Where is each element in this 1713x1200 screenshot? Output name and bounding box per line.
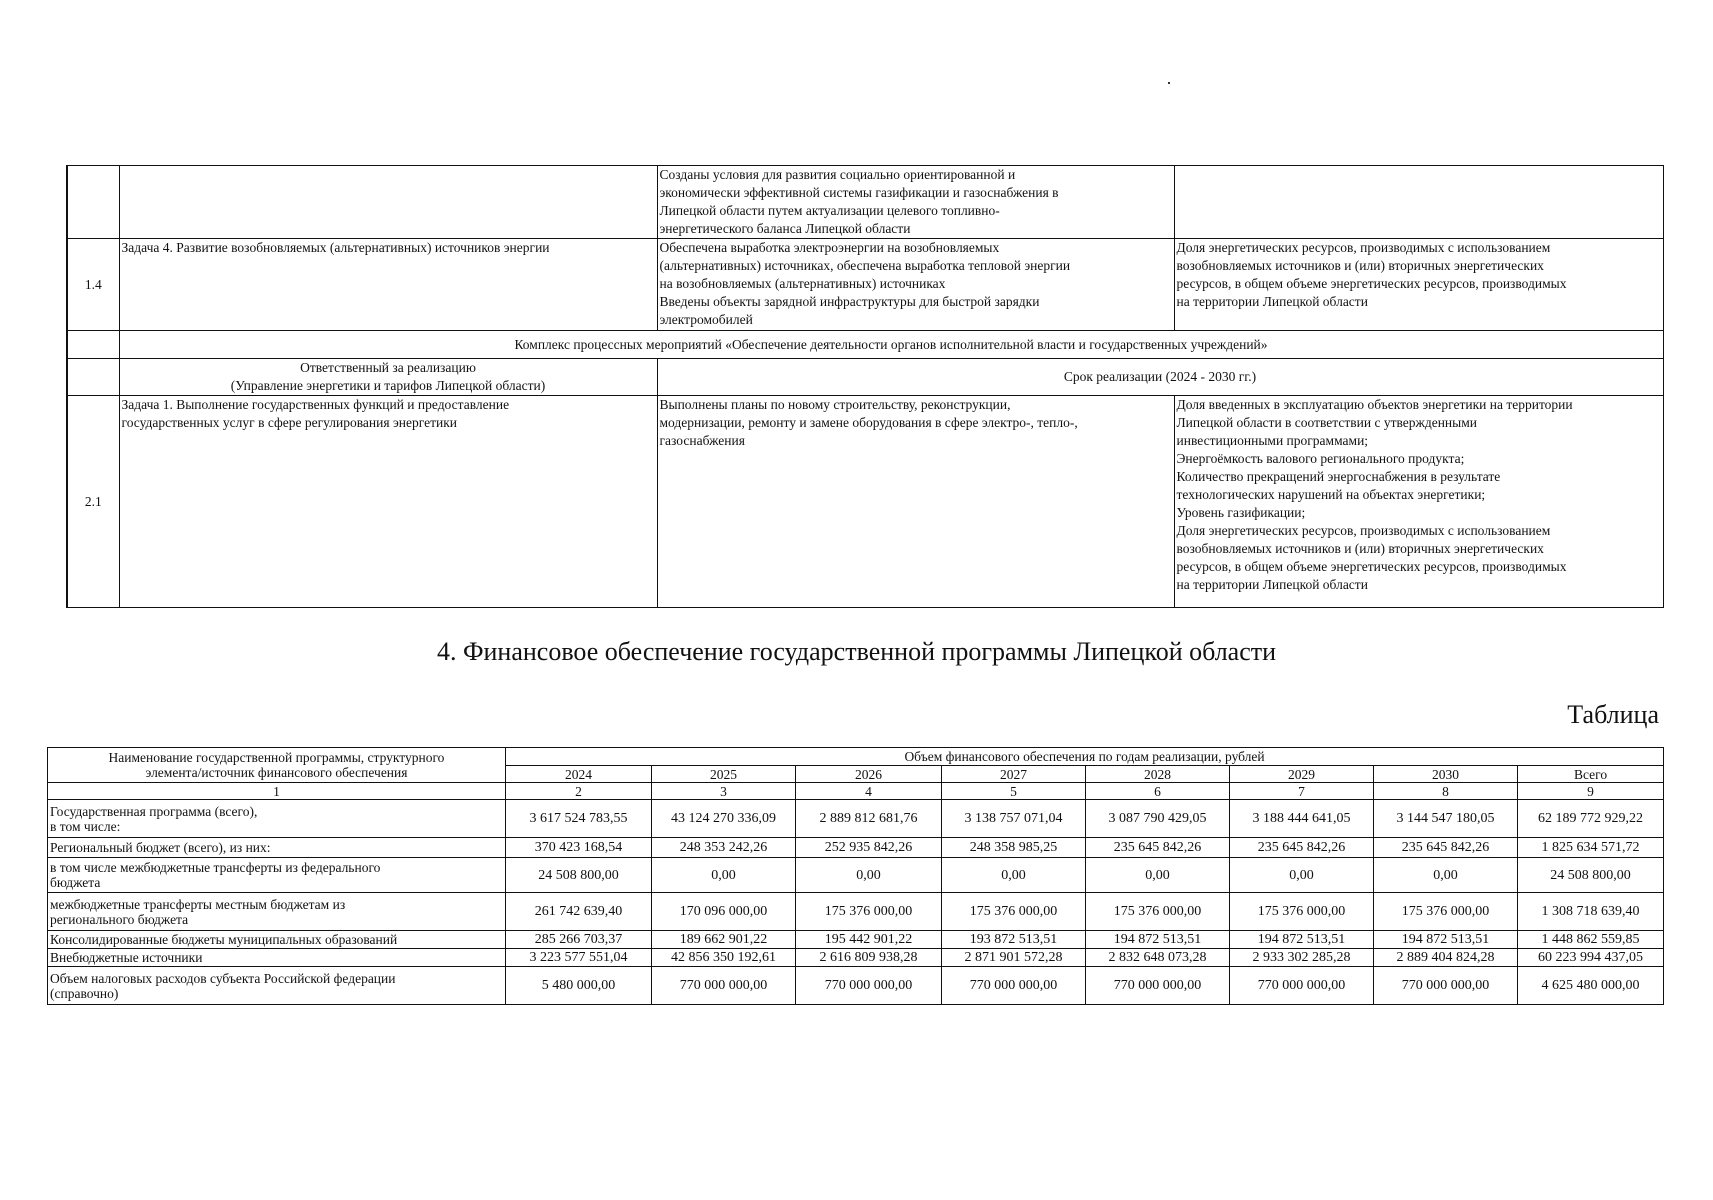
table-row <box>48 858 1664 893</box>
column-number: 3 <box>652 783 796 800</box>
value-cell: 3 144 547 180,05 <box>1374 800 1518 838</box>
table-row <box>48 949 1664 967</box>
row-number-cell <box>67 331 119 359</box>
result-cell: Созданы условия для развития социально ориентированной и экономически эффективной системы газификации и газоснабжения в Липецкой области путем актуализации целевого топливно- энергетического баланса Липецкой области <box>657 166 1174 239</box>
value-cell: 770 000 000,00 <box>652 967 796 1005</box>
period-cell: Срок реализации (2024 - 2030 гг.) <box>657 359 1663 396</box>
indicator-cell <box>1174 166 1663 239</box>
value-cell: 770 000 000,00 <box>942 967 1086 1005</box>
row-number-cell <box>67 166 119 239</box>
table-row <box>48 893 1664 931</box>
table-row-2-1 <box>67 396 1663 608</box>
value-cell: 24 508 800,00 <box>506 858 652 893</box>
table-row-continuation <box>67 166 1663 239</box>
task-cell: Задача 4. Развитие возобновляемых (альтернативных) источников энергии <box>119 239 657 331</box>
value-cell: 770 000 000,00 <box>1086 967 1230 1005</box>
volume-header: Объем финансового обеспечения по годам реализации, рублей <box>506 748 1664 766</box>
value-cell: 189 662 901,22 <box>652 931 796 949</box>
task-cell: Задача 1. Выполнение государственных функций и предоставление государственных услуг в сфере регулирования энергетики <box>119 396 657 608</box>
finance-body <box>48 800 1664 1005</box>
total-value-cell: 1 448 862 559,85 <box>1518 931 1664 949</box>
column-number: 8 <box>1374 783 1518 800</box>
table-row <box>48 931 1664 949</box>
column-numbers-row <box>48 783 1664 800</box>
value-cell: 175 376 000,00 <box>796 893 942 931</box>
row-number: 2.1 <box>67 396 119 608</box>
column-number: 2 <box>506 783 652 800</box>
value-cell: 175 376 000,00 <box>1230 893 1374 931</box>
value-cell: 285 266 703,37 <box>506 931 652 949</box>
value-cell: 3 138 757 071,04 <box>942 800 1086 838</box>
column-number: 6 <box>1086 783 1230 800</box>
result-cell: Выполнены планы по новому строительству, реконструкции, модернизации, ремонту и замене оборудования в сфере электро-, тепло-, газоснабжения <box>657 396 1174 608</box>
result-cell: Обеспечена выработка электроэнергии на возобновляемых (альтернативных) источниках, обеспечена выработка тепловой энергии на возобновляемых (альтернативных) источниках Введены объекты зарядной инфраструктуры для быстрой зарядки электромобилей <box>657 239 1174 331</box>
table-label: Таблица <box>1567 700 1659 729</box>
value-cell: 248 353 242,26 <box>652 838 796 858</box>
row-label: в том числе межбюджетные трансферты из федерального бюджета <box>48 858 506 893</box>
total-value-cell: 62 189 772 929,22 <box>1518 800 1664 838</box>
year-header: 2028 <box>1086 766 1230 783</box>
value-cell: 3 087 790 429,05 <box>1086 800 1230 838</box>
year-header: 2025 <box>652 766 796 783</box>
value-cell: 770 000 000,00 <box>796 967 942 1005</box>
responsible-row <box>67 359 1663 396</box>
total-value-cell: 4 625 480 000,00 <box>1518 967 1664 1005</box>
value-cell: 175 376 000,00 <box>1374 893 1518 931</box>
value-cell: 175 376 000,00 <box>942 893 1086 931</box>
row-label: Региональный бюджет (всего), из них: <box>48 838 506 858</box>
value-cell: 2 933 302 285,28 <box>1230 949 1374 967</box>
value-cell: 194 872 513,51 <box>1374 931 1518 949</box>
total-value-cell: 1 308 718 639,40 <box>1518 893 1664 931</box>
value-cell: 0,00 <box>1086 858 1230 893</box>
table-row <box>48 800 1664 838</box>
value-cell: 2 616 809 938,28 <box>796 949 942 967</box>
column-number: 5 <box>942 783 1086 800</box>
value-cell: 43 124 270 336,09 <box>652 800 796 838</box>
finance-table <box>47 747 1664 1005</box>
value-cell: 193 872 513,51 <box>942 931 1086 949</box>
name-header: Наименование государственной программы, структурного элемента/источник финансового обеспечения <box>48 748 506 783</box>
value-cell: 3 223 577 551,04 <box>506 949 652 967</box>
total-value-cell: 60 223 994 437,05 <box>1518 949 1664 967</box>
complex-title-row <box>67 331 1663 359</box>
value-cell: 195 442 901,22 <box>796 931 942 949</box>
value-cell: 175 376 000,00 <box>1086 893 1230 931</box>
task-cell <box>119 166 657 239</box>
value-cell: 2 889 404 824,28 <box>1374 949 1518 967</box>
column-number: 9 <box>1518 783 1664 800</box>
value-cell: 2 832 648 073,28 <box>1086 949 1230 967</box>
row-number: 1.4 <box>67 239 119 331</box>
value-cell: 252 935 842,26 <box>796 838 942 858</box>
row-label: Консолидированные бюджеты муниципальных образований <box>48 931 506 949</box>
year-header: 2027 <box>942 766 1086 783</box>
total-value-cell: 1 825 634 571,72 <box>1518 838 1664 858</box>
value-cell: 235 645 842,26 <box>1374 838 1518 858</box>
value-cell: 194 872 513,51 <box>1230 931 1374 949</box>
value-cell: 235 645 842,26 <box>1086 838 1230 858</box>
column-number: 4 <box>796 783 942 800</box>
responsible-cell: Ответственный за реализацию (Управление энергетики и тарифов Липецкой области) <box>119 359 657 396</box>
year-header: 2030 <box>1374 766 1518 783</box>
total-value-cell: 24 508 800,00 <box>1518 858 1664 893</box>
activities-table <box>66 165 1664 608</box>
value-cell: 0,00 <box>796 858 942 893</box>
value-cell: 3 617 524 783,55 <box>506 800 652 838</box>
table-row <box>48 967 1664 1005</box>
value-cell: 0,00 <box>1230 858 1374 893</box>
value-cell: 235 645 842,26 <box>1230 838 1374 858</box>
value-cell: 2 889 812 681,76 <box>796 800 942 838</box>
value-cell: 2 871 901 572,28 <box>942 949 1086 967</box>
value-cell: 770 000 000,00 <box>1230 967 1374 1005</box>
indicator-cell: Доля введенных в эксплуатацию объектов энергетики на территории Липецкой области в соответствии с утвержденными инвестиционными программами; Энергоёмкость валового регионального продукта; Количество прекращений энергоснабжения в результате технологических нарушений на объектах энергетики; Уровень газификации; Доля энергетических ресурсов, производимых с использованием возобновляемых источников и (или) вторичных энергетических ресурсов, в общем объеме энергетических ресурсов, производимых на территории Липецкой области <box>1174 396 1663 608</box>
indicator-cell: Доля энергетических ресурсов, производимых с использованием возобновляемых источников и (или) вторичных энергетических ресурсов, в общем объеме энергетических ресурсов, производимых на территории Липецкой области <box>1174 239 1663 331</box>
value-cell: 0,00 <box>942 858 1086 893</box>
value-cell: 261 742 639,40 <box>506 893 652 931</box>
value-cell: 3 188 444 641,05 <box>1230 800 1374 838</box>
column-number: 7 <box>1230 783 1374 800</box>
value-cell: 248 358 985,25 <box>942 838 1086 858</box>
year-header: 2026 <box>796 766 942 783</box>
value-cell: 42 856 350 192,61 <box>652 949 796 967</box>
year-header: 2024 <box>506 766 652 783</box>
row-label: Государственная программа (всего), в том числе: <box>48 800 506 838</box>
table-row-1-4 <box>67 239 1663 331</box>
value-cell: 5 480 000,00 <box>506 967 652 1005</box>
scan-speck <box>1168 82 1170 84</box>
value-cell: 170 096 000,00 <box>652 893 796 931</box>
value-cell: 370 423 168,54 <box>506 838 652 858</box>
section-heading: 4. Финансовое обеспечение государственной программы Липецкой области <box>436 637 1277 666</box>
value-cell: 0,00 <box>652 858 796 893</box>
total-header: Всего <box>1518 766 1664 783</box>
column-number: 1 <box>48 783 506 800</box>
table-row <box>48 838 1664 858</box>
row-label: Объем налоговых расходов субъекта Российской федерации (справочно) <box>48 967 506 1005</box>
value-cell: 770 000 000,00 <box>1374 967 1518 1005</box>
value-cell: 0,00 <box>1374 858 1518 893</box>
row-label: межбюджетные трансферты местным бюджетам из регионального бюджета <box>48 893 506 931</box>
row-label: Внебюджетные источники <box>48 949 506 967</box>
year-header: 2029 <box>1230 766 1374 783</box>
complex-title: Комплекс процессных мероприятий «Обеспечение деятельности органов исполнительной власти и государственных учреждений» <box>119 331 1663 359</box>
value-cell: 194 872 513,51 <box>1086 931 1230 949</box>
row-number-cell <box>67 359 119 396</box>
header-row <box>48 748 1664 766</box>
